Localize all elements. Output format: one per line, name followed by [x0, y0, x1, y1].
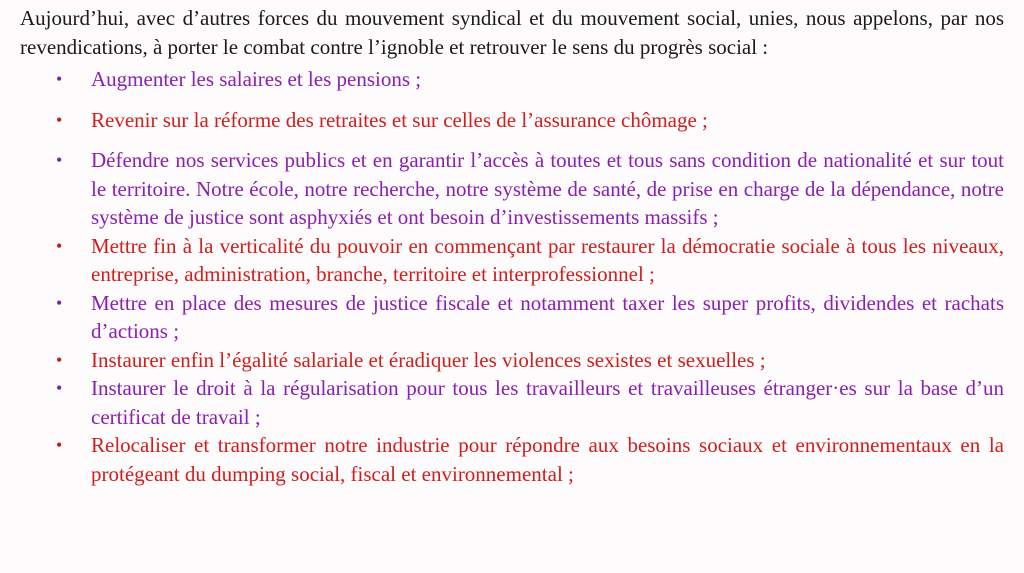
demand-text: Instaurer le droit à la régularisation pour tous les travailleurs et travailleuses étranger·es sur la base d’un certificat de travail ;	[91, 376, 1004, 429]
list-item	[20, 346, 1004, 375]
bullet-icon: •	[56, 235, 63, 256]
bullet-icon: •	[56, 378, 63, 398]
bullet-icon: •	[56, 292, 63, 313]
demand-text: Mettre fin à la verticalité du pouvoir en commençant par restaurer la démocratie sociale à tous les niveaux, entreprise, administration, branche, territoire et interprofessionnel ;	[91, 233, 1004, 286]
list-item	[20, 146, 1004, 232]
list-item	[20, 232, 1004, 289]
bullet-icon: •	[56, 69, 63, 89]
list-item	[20, 374, 1004, 431]
demand-text: Instaurer enfin l’égalité salariale et éradiquer les violences sexistes et sexuelles ;	[91, 347, 766, 372]
intro-paragraph: Aujourd’hui, avec d’autres forces du mouvement syndical et du mouvement social, unies, nous appelons, par nos revendications, à porter le combat contre l’ignoble et retrouver le sens du progrès social :	[20, 6, 1004, 59]
demand-text: Augmenter les salaires et les pensions ;	[91, 67, 422, 91]
list-item	[20, 65, 1004, 94]
bullet-icon: •	[56, 150, 63, 170]
demand-text: Mettre en place des mesures de justice fiscale et notamment taxer les super profits, dividendes et rachats d’actions ;	[91, 290, 1004, 343]
demands-list	[20, 65, 1004, 488]
list-item	[20, 431, 1004, 488]
bullet-icon: •	[56, 109, 63, 130]
list-item	[20, 106, 1004, 135]
demand-text: Revenir sur la réforme des retraites et sur celles de l’assurance chômage ;	[91, 107, 708, 132]
demand-text: Relocaliser et transformer notre industrie pour répondre aux besoins sociaux et environnementaux en la protégeant du dumping social, fiscal et environnemental ;	[91, 433, 1004, 486]
list-item	[20, 289, 1004, 346]
demand-text: Défendre nos services publics et en garantir l’accès à toutes et tous sans condition de nationalité et sur tout le territoire. Notre école, notre recherche, notre système de santé, de prise en charge de la dépendance, notre système de justice sont asphyxiés et ont besoin d’investissements massifs ;	[91, 148, 1004, 229]
bullet-icon: •	[56, 349, 63, 370]
bullet-icon: •	[56, 435, 63, 455]
